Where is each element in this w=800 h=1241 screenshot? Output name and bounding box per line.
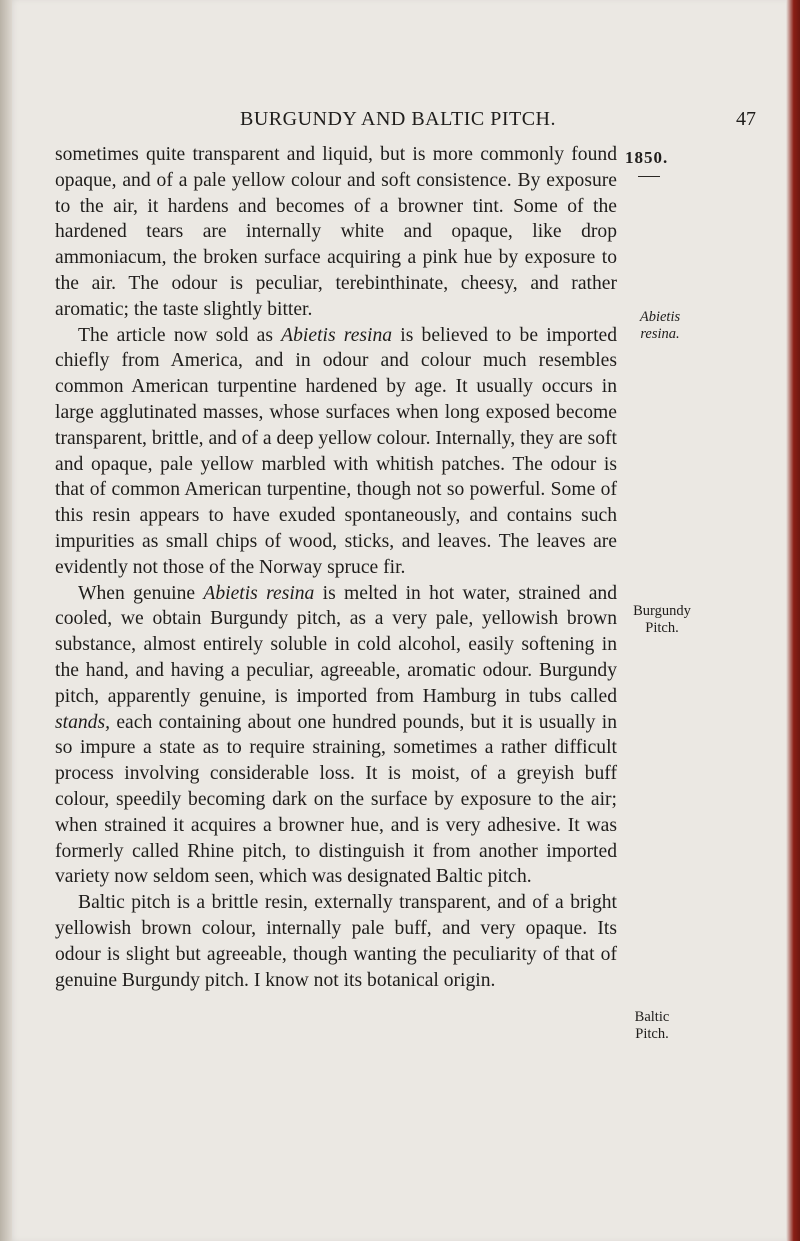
running-head: BURGUNDY AND BALTIC PITCH. (240, 108, 556, 130)
paragraph-burgundy-pitch (55, 581, 617, 891)
italic-term: Abietis resina (281, 324, 393, 346)
paragraph-abietis-resina (55, 323, 617, 581)
paragraph-text: is melted in hot water, strained and cooled, we obtain Burgundy pitch, as a very pale, yellowish brown substance, almost entirely soluble in cold alcohol, easily softening in the hand, and having a peculiar, agreeable, aromatic odour. Burgundy pitch, apparently genuine, is imported from Hamburg in tubs called (55, 582, 617, 707)
margin-note-line: Baltic (634, 1009, 670, 1025)
paragraph-text: The article now sold as (78, 324, 282, 346)
margin-year: 1850. (625, 148, 669, 167)
margin-note-abietis (600, 309, 720, 343)
margin-note-burgundy (602, 603, 722, 637)
margin-note-baltic (592, 1009, 712, 1043)
page-left-edge (0, 0, 12, 1241)
margin-note-line: Burgundy (633, 603, 691, 619)
paragraph-text: When genuine (78, 582, 204, 604)
margin-note-line: Pitch. (635, 1026, 669, 1042)
italic-term: stands, (55, 711, 110, 733)
paragraph-text: each containing about one hundred pounds, but it is usually in so impure a state as to require straining, sometimes a rather difficult process involving considerable loss. It is moist, of a greyish buff colour, speedily becoming dark on the surface by exposure to the air; when strained it acquires a browner hue, and is very adhesive. It was formerly called Rhine pitch, to distinguish it from another imported variety now seldom seen, which was designated Baltic pitch. (55, 711, 617, 888)
margin-note-line: Pitch. (645, 620, 679, 636)
margin-note-line: resina. (640, 326, 680, 342)
margin-note-line: Abietis (639, 309, 681, 325)
body-text (55, 142, 617, 993)
paragraph-continued: sometimes quite transparent and liquid, but is more commonly found opaque, and of a pale yellow colour and soft consistence. By exposure to the air, it hardens and becomes of a browner tint. Some of the hardened tears are internally white and opaque, like drop ammoniacum, the broken surface acquiring a pink hue by exposure to the air. The odour is peculiar, terebinthinate, cheesy, and rather aromatic; the taste slightly bitter. (55, 144, 617, 320)
paragraph-text: is believed to be imported chiefly from America, and in odour and colour much resembles common American turpentine hardened by age. It usually occurs in large agglutinated masses, whose surfaces when long exposed become transparent, brittle, and of a deep yellow colour. Internally, they are soft and opaque, pale yellow marbled with whitish patches. The odour is that of common American turpentine, though not so powerful. Some of this resin appears to have exuded spontaneously, and contains such impurities as small chips of wood, sticks, and leaves. The leaves are evidently not those of the Norway spruce fir. (55, 324, 618, 578)
page-header (8, 100, 788, 130)
paragraph-baltic-pitch: Baltic pitch is a brittle resin, externally transparent, and of a bright yellowish brown colour, internally pale buff, and very opaque. Its odour is slight but agreeable, though wanting the peculiarity of that of genuine Burgundy pitch. I know not its botanical origin. (55, 892, 617, 991)
italic-term: Abietis resina (203, 582, 315, 604)
margin-year-rule (638, 176, 660, 177)
page-number: 47 (736, 108, 756, 130)
book-spine-edge (786, 0, 800, 1241)
book-page (8, 0, 788, 1241)
